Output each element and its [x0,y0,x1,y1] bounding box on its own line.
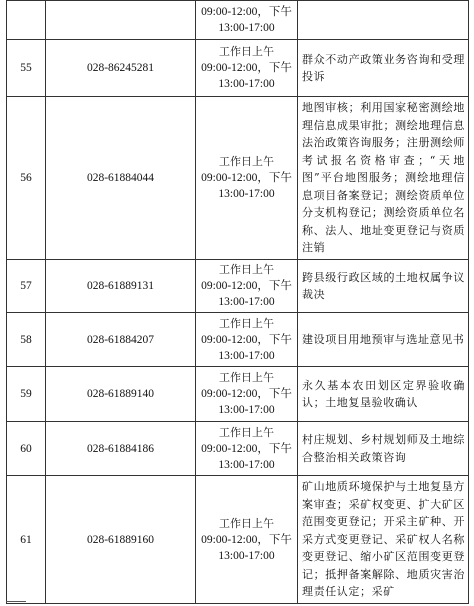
phone-number: 028-61884186 [46,422,196,476]
hours-line: 13:00-17:00 [218,296,275,308]
phone-number: 028-61889140 [46,367,196,422]
hours-line: 09:00-12:00，下午 [201,333,292,346]
phone-number: 028-61889160 [46,476,196,604]
hours-cell [196,367,298,422]
service-description: 群众不动产政策业务咨询和受理投诉 [298,40,469,97]
hours-line: 09:00-12:00，下午 [201,172,292,184]
hours-line: 09:00-12:00，下午 [201,62,292,74]
table-row [7,313,469,367]
row-number: 58 [7,313,46,367]
phone-number: 028-61889131 [46,260,196,313]
service-description: 矿山地质环境保护与土地复垦方案审查；采矿权变更、扩大矿区范围变更登记；开采主矿种、开采方式变更登记、采矿权人名称变更登记、缩小矿区范围变更登记；抵押备案解除、地质灾害治理责任认定；采矿 [298,476,469,604]
hours-line: 工作日上午 [219,516,274,530]
hours-line: 13:00-17:00 [218,549,275,562]
service-description: 建设项目用地预审与选址意见书 [298,313,469,367]
hours-cell [196,97,298,260]
row-number-cell [7,1,46,40]
row-number: 59 [7,367,46,422]
table-row [7,422,469,476]
hours-line: 13:00-17:00 [218,349,275,362]
hours-cell [196,260,298,313]
hours-line: 09:00-12:00，下午 [201,533,292,546]
hours-cell [196,476,298,604]
hours-line: 13:00-17:00 [218,404,275,416]
page-footer-mark [6,601,26,606]
phone-cell [46,1,196,40]
hours-line: 工作日上午 [219,45,274,58]
hours-line: 13:00-17:00 [218,78,275,90]
phone-number: 028-61884044 [46,97,196,260]
row-number: 60 [7,422,46,476]
hours-cell [196,40,298,97]
table-row [7,476,469,604]
service-table [6,0,469,604]
hours-line: 工作日上午 [219,425,274,439]
table-row [7,260,469,313]
hours-line: 13:00-17:00 [218,458,275,471]
hours-line: 工作日上午 [219,316,274,330]
table-row [7,97,469,260]
description-cell [298,1,469,40]
phone-number: 028-86245281 [46,40,196,97]
hours-line: 工作日上午 [219,155,274,168]
hours-line: 工作日上午 [219,371,274,384]
hours-cell [196,313,298,367]
row-number: 55 [7,40,46,97]
hours-line: 09:00-12:00，下午 [201,442,292,455]
hours-line: 13:00-17:00 [218,188,275,200]
phone-number: 028-61884207 [46,313,196,367]
service-description: 跨县级行政区域的土地权属争议裁决 [298,260,469,313]
row-number: 57 [7,260,46,313]
row-number: 61 [7,476,46,604]
table-row [7,40,469,97]
service-description: 村庄规划、乡村规划师及土地综合整治相关政策咨询 [298,422,469,476]
hours-line: 工作日上午 [219,263,274,276]
hours-line: 09:00-12:00，下午 [201,388,292,400]
hours-cell [196,1,298,40]
service-description: 永久基本农田划区定界验收确认；土地复垦验收确认 [298,367,469,422]
hours-line: 09:00-12:00，下午 [201,280,292,292]
hours-line: 09:00-12:00，下午 [201,6,292,18]
row-number: 56 [7,97,46,260]
table-row [7,367,469,422]
service-description: 地图审核；利用国家秘密测绘地理信息成果审批；测绘地理信息法治政策咨询服务；注册测绘师考试报名资格审查；“天地图”平台地图服务；测绘地理信息项目备案登记；测绘资质单位分支机构登记；测绘资质单位名称、法人、地址变更登记与资质注销 [298,97,469,260]
hours-line: 13:00-17:00 [218,22,275,34]
table-row [7,1,469,40]
hours-cell [196,422,298,476]
